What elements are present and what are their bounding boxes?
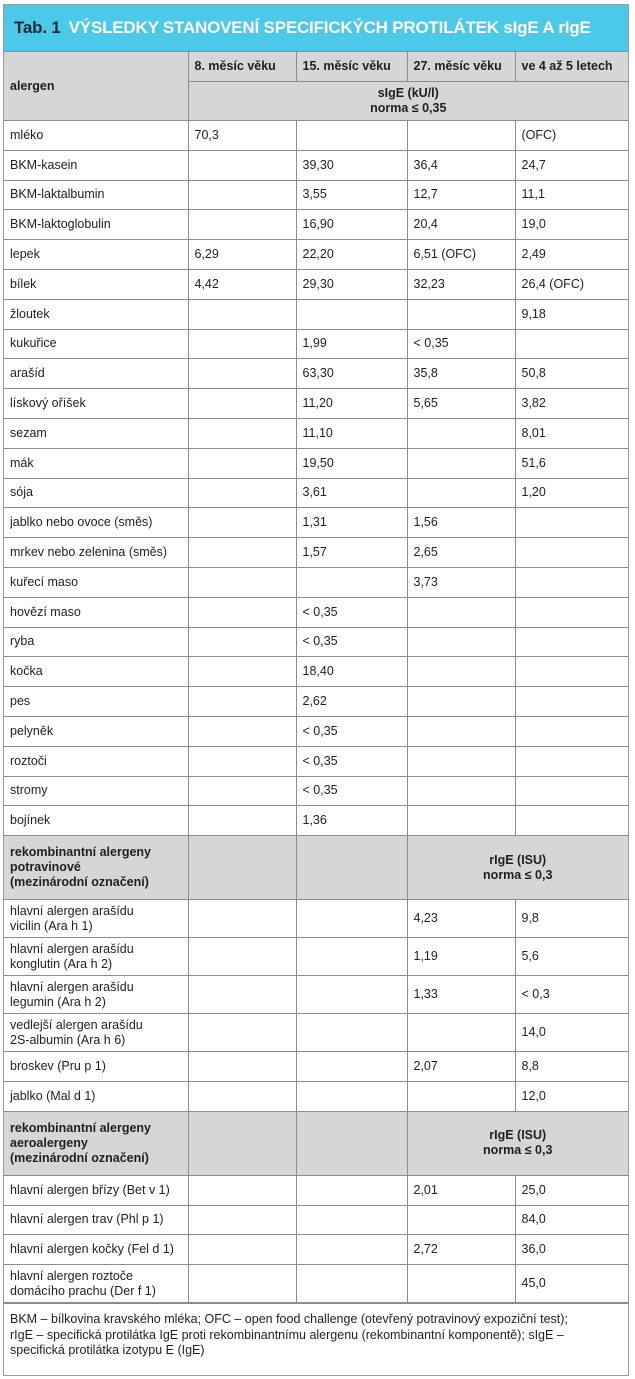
value-cell: 3,82 — [515, 389, 628, 419]
value-cell: 1,20 — [515, 478, 628, 508]
table-row — [4, 478, 628, 508]
value-cell — [188, 508, 296, 538]
section-label-line: potravinové — [10, 860, 81, 875]
value-cell: 24,7 — [515, 150, 628, 180]
table-row — [4, 448, 628, 478]
value-cell: 22,20 — [296, 240, 407, 270]
allergen-name: arašíd — [4, 359, 188, 389]
section-label-line: aeroalergeny — [10, 1135, 88, 1150]
value-cell — [515, 746, 628, 776]
value-cell — [188, 567, 296, 597]
table-row — [4, 359, 628, 389]
section-label-line: (mezinárodní označení) — [10, 1150, 149, 1165]
value-cell: 9,18 — [515, 299, 628, 329]
allergen-name-line: 2S-albumin (Ara h 6) — [10, 1032, 126, 1047]
value-cell — [407, 1014, 515, 1052]
value-cell: 2,62 — [296, 687, 407, 717]
allergen-name: BKM-laktalbumin — [4, 180, 188, 210]
section-label-line: (mezinárodní označení) — [10, 875, 149, 890]
value-cell — [407, 716, 515, 746]
footnote-line: specifická protilátka izotypu E (IgE) — [10, 1343, 205, 1358]
value-cell — [296, 976, 407, 1014]
header-col-15m: 15. měsíc věku — [296, 52, 407, 82]
value-cell — [188, 976, 296, 1014]
table-row — [4, 776, 628, 806]
allergen-name — [4, 1081, 188, 1111]
value-cell — [515, 538, 628, 568]
allergen-name-line: hlavní alergen arašídu — [10, 941, 134, 956]
allergen-name: ryba — [4, 627, 188, 657]
value-cell — [407, 627, 515, 657]
section-header-aero — [4, 1111, 628, 1175]
section-norm: norma ≤ 0,3 — [483, 1143, 553, 1158]
section-unit — [407, 1111, 628, 1175]
value-cell — [188, 1014, 296, 1052]
allergen-name: sója — [4, 478, 188, 508]
table-row — [4, 1081, 628, 1111]
allergen-name: kočka — [4, 657, 188, 687]
value-cell: < 0,35 — [296, 716, 407, 746]
value-cell: 1,31 — [296, 508, 407, 538]
allergen-name-line: hlavní alergen roztoče — [10, 1268, 133, 1283]
value-cell — [188, 597, 296, 627]
allergen-name: mléko — [4, 121, 188, 151]
value-cell — [188, 1205, 296, 1235]
allergen-name: jablko nebo ovoce (směs) — [4, 508, 188, 538]
value-cell — [188, 627, 296, 657]
value-cell: 1,99 — [296, 329, 407, 359]
value-cell — [188, 716, 296, 746]
allergen-name: sezam — [4, 418, 188, 448]
value-cell: 11,1 — [515, 180, 628, 210]
value-cell — [296, 299, 407, 329]
table-row — [4, 538, 628, 568]
table-row — [4, 299, 628, 329]
table-row — [4, 1265, 628, 1303]
value-cell — [407, 1081, 515, 1111]
value-cell: 12,7 — [407, 180, 515, 210]
value-cell — [296, 1052, 407, 1082]
value-cell: < 0,3 — [515, 976, 628, 1014]
value-cell — [296, 1081, 407, 1111]
table-row — [4, 900, 628, 938]
value-cell: 3,61 — [296, 478, 407, 508]
value-cell — [515, 657, 628, 687]
value-cell: 1,33 — [407, 976, 515, 1014]
value-cell: 6,29 — [188, 240, 296, 270]
value-cell — [515, 567, 628, 597]
results-table — [4, 51, 628, 1303]
value-cell — [407, 299, 515, 329]
value-cell — [188, 418, 296, 448]
value-cell: 1,56 — [407, 508, 515, 538]
value-cell: 50,8 — [515, 359, 628, 389]
value-cell — [296, 1265, 407, 1303]
empty-cell — [188, 1111, 296, 1175]
table-row — [4, 240, 628, 270]
value-cell: 16,90 — [296, 210, 407, 240]
value-cell — [296, 900, 407, 938]
value-cell — [296, 1175, 407, 1205]
table-row — [4, 180, 628, 210]
value-cell — [407, 1205, 515, 1235]
value-cell — [188, 1265, 296, 1303]
value-cell — [188, 1081, 296, 1111]
value-cell: 39,30 — [296, 150, 407, 180]
value-cell: 32,23 — [407, 269, 515, 299]
value-cell: 5,6 — [515, 938, 628, 976]
table-row — [4, 389, 628, 419]
section-norm: norma ≤ 0,3 — [483, 867, 553, 882]
table-row — [4, 716, 628, 746]
value-cell: 2,49 — [515, 240, 628, 270]
allergen-name: roztoči — [4, 746, 188, 776]
value-cell — [515, 687, 628, 717]
allergen-name: žloutek — [4, 299, 188, 329]
table-row — [4, 269, 628, 299]
allergen-name: hovězí maso — [4, 597, 188, 627]
table-row — [4, 1235, 628, 1265]
header-norm: norma ≤ 0,35 — [370, 101, 447, 115]
table-frame — [3, 4, 629, 1376]
value-cell — [188, 806, 296, 836]
value-cell: 9,8 — [515, 900, 628, 938]
value-cell: 11,10 — [296, 418, 407, 448]
table-row — [4, 1052, 628, 1082]
allergen-name — [4, 1205, 188, 1235]
value-cell — [296, 121, 407, 151]
table-row — [4, 329, 628, 359]
value-cell — [188, 1175, 296, 1205]
value-cell — [188, 448, 296, 478]
section-label — [4, 1111, 188, 1175]
section-header-food — [4, 836, 628, 900]
value-cell — [296, 1014, 407, 1052]
value-cell: 5,65 — [407, 389, 515, 419]
value-cell — [188, 746, 296, 776]
section-label-line: rekombinantní alergeny — [10, 1120, 152, 1135]
value-cell — [188, 299, 296, 329]
value-cell: (OFC) — [515, 121, 628, 151]
header-col-4-5y: ve 4 až 5 letech — [515, 52, 628, 82]
value-cell: 18,40 — [296, 657, 407, 687]
allergen-name — [4, 900, 188, 938]
value-cell — [515, 627, 628, 657]
value-cell: 11,20 — [296, 389, 407, 419]
value-cell: 12,0 — [515, 1081, 628, 1111]
value-cell — [407, 121, 515, 151]
table-row — [4, 1014, 628, 1052]
table-row — [4, 418, 628, 448]
value-cell: 19,50 — [296, 448, 407, 478]
value-cell: 14,0 — [515, 1014, 628, 1052]
value-cell: 35,8 — [407, 359, 515, 389]
value-cell — [296, 1205, 407, 1235]
table-row — [4, 746, 628, 776]
value-cell — [515, 806, 628, 836]
value-cell — [296, 1235, 407, 1265]
allergen-name: stromy — [4, 776, 188, 806]
table-row — [4, 1175, 628, 1205]
allergen-name-line: hlavní alergen arašídu — [10, 979, 134, 994]
allergen-name-line: hlavní alergen arašídu — [10, 903, 134, 918]
value-cell: 36,4 — [407, 150, 515, 180]
value-cell: 4,42 — [188, 269, 296, 299]
allergen-name — [4, 1014, 188, 1052]
allergen-name-line: vedlejší alergen arašídu — [10, 1017, 143, 1032]
allergen-name: pes — [4, 687, 188, 717]
value-cell: 2,65 — [407, 538, 515, 568]
allergen-name: pelyněk — [4, 716, 188, 746]
footnote — [4, 1303, 628, 1359]
section-unit-label: rIgE (ISU) — [489, 1128, 547, 1143]
table-row — [4, 976, 628, 1014]
empty-cell — [296, 836, 407, 900]
value-cell: 2,72 — [407, 1235, 515, 1265]
value-cell: < 0,35 — [407, 329, 515, 359]
value-cell — [188, 538, 296, 568]
allergen-name — [4, 976, 188, 1014]
header-col-8m: 8. měsíc věku — [188, 52, 296, 82]
value-cell: 3,73 — [407, 567, 515, 597]
value-cell: 8,8 — [515, 1052, 628, 1082]
section-unit — [407, 836, 628, 900]
header-unit — [188, 82, 628, 121]
table-title-text: VÝSLEDKY STANOVENÍ SPECIFICKÝCH PROTILÁTEK sIgE A rIgE — [68, 18, 591, 37]
empty-cell — [296, 1111, 407, 1175]
value-cell: < 0,35 — [296, 627, 407, 657]
allergen-name: lískový oříšek — [4, 389, 188, 419]
value-cell: 1,19 — [407, 938, 515, 976]
value-cell: 63,30 — [296, 359, 407, 389]
value-cell — [515, 329, 628, 359]
value-cell: 19,0 — [515, 210, 628, 240]
table-row — [4, 938, 628, 976]
allergen-name — [4, 938, 188, 976]
allergen-name: kuřecí maso — [4, 567, 188, 597]
footnote-line: BKM – bílkovina kravského mléka; OFC – open food challenge (otevřený potravinový expoziční test); — [10, 1312, 568, 1327]
table-number: Tab. 1 — [14, 18, 61, 37]
value-cell — [407, 657, 515, 687]
value-cell — [296, 938, 407, 976]
value-cell — [188, 900, 296, 938]
table-row — [4, 508, 628, 538]
allergen-name-line: hlavní alergen kočky (Fel d 1) — [10, 1242, 174, 1257]
value-cell: 26,4 (OFC) — [515, 269, 628, 299]
value-cell: 51,6 — [515, 448, 628, 478]
value-cell — [407, 687, 515, 717]
value-cell: 1,36 — [296, 806, 407, 836]
value-cell — [188, 657, 296, 687]
allergen-name-line: broskev (Pru p 1) — [10, 1059, 106, 1074]
value-cell — [188, 687, 296, 717]
table-row — [4, 657, 628, 687]
value-cell — [515, 716, 628, 746]
value-cell — [407, 776, 515, 806]
value-cell: 2,07 — [407, 1052, 515, 1082]
value-cell — [407, 806, 515, 836]
value-cell — [296, 567, 407, 597]
value-cell — [188, 359, 296, 389]
table-row — [4, 687, 628, 717]
table-row — [4, 210, 628, 240]
table-row — [4, 121, 628, 151]
value-cell — [407, 746, 515, 776]
value-cell: 20,4 — [407, 210, 515, 240]
header-unit-label: sIgE (kU/l) — [377, 86, 439, 100]
allergen-name — [4, 1052, 188, 1082]
value-cell: 25,0 — [515, 1175, 628, 1205]
value-cell — [407, 418, 515, 448]
section-unit-label: rIgE (ISU) — [489, 852, 547, 867]
value-cell — [407, 1265, 515, 1303]
value-cell — [188, 389, 296, 419]
value-cell — [407, 478, 515, 508]
value-cell: 29,30 — [296, 269, 407, 299]
value-cell — [188, 210, 296, 240]
table-row — [4, 806, 628, 836]
value-cell: < 0,35 — [296, 776, 407, 806]
allergen-name: bílek — [4, 269, 188, 299]
allergen-name-line: domácího prachu (Der f 1) — [10, 1283, 156, 1298]
footnote-line: rIgE – specifická protilátka IgE proti rekombinantnímu alergenu (rekombinantní komponentě); sIgE – — [10, 1327, 564, 1342]
value-cell: 45,0 — [515, 1265, 628, 1303]
header-col-27m: 27. měsíc věku — [407, 52, 515, 82]
header-allergen: alergen — [4, 52, 188, 121]
table-row — [4, 567, 628, 597]
value-cell: 4,23 — [407, 900, 515, 938]
allergen-name: kukuřice — [4, 329, 188, 359]
allergen-name-line: legumin (Ara h 2) — [10, 994, 106, 1009]
allergen-name-line: konglutin (Ara h 2) — [10, 956, 113, 971]
table-row — [4, 150, 628, 180]
value-cell: 70,3 — [188, 121, 296, 151]
value-cell: 6,51 (OFC) — [407, 240, 515, 270]
allergen-name: mrkev nebo zelenina (směs) — [4, 538, 188, 568]
value-cell — [515, 776, 628, 806]
value-cell — [515, 597, 628, 627]
value-cell — [188, 150, 296, 180]
value-cell: 1,57 — [296, 538, 407, 568]
allergen-name: bojínek — [4, 806, 188, 836]
allergen-name: mák — [4, 448, 188, 478]
allergen-name-line: jablko (Mal d 1) — [10, 1088, 96, 1103]
allergen-name — [4, 1235, 188, 1265]
value-cell: 3,55 — [296, 180, 407, 210]
value-cell — [188, 180, 296, 210]
allergen-name-line: hlavní alergen břízy (Bet v 1) — [10, 1182, 170, 1197]
section-label-line: rekombinantní alergeny — [10, 845, 152, 860]
empty-cell — [188, 836, 296, 900]
table-row — [4, 1205, 628, 1235]
value-cell — [407, 448, 515, 478]
value-cell: < 0,35 — [296, 746, 407, 776]
value-cell — [188, 1235, 296, 1265]
value-cell: 2,01 — [407, 1175, 515, 1205]
allergen-name — [4, 1265, 188, 1303]
value-cell: 8,01 — [515, 418, 628, 448]
allergen-name-line: vicilin (Ara h 1) — [10, 918, 93, 933]
value-cell — [188, 776, 296, 806]
allergen-name: BKM-laktoglobulin — [4, 210, 188, 240]
value-cell: < 0,35 — [296, 597, 407, 627]
value-cell — [188, 1052, 296, 1082]
value-cell — [407, 597, 515, 627]
value-cell: 84,0 — [515, 1205, 628, 1235]
value-cell — [188, 938, 296, 976]
allergen-name-line: hlavní alergen trav (Phl p 1) — [10, 1212, 164, 1227]
allergen-name: BKM-kasein — [4, 150, 188, 180]
value-cell — [188, 478, 296, 508]
value-cell: 36,0 — [515, 1235, 628, 1265]
table-title — [4, 5, 628, 51]
value-cell — [515, 508, 628, 538]
table-row — [4, 597, 628, 627]
value-cell — [188, 329, 296, 359]
allergen-name: lepek — [4, 240, 188, 270]
table-row — [4, 627, 628, 657]
section-label — [4, 836, 188, 900]
allergen-name — [4, 1175, 188, 1205]
